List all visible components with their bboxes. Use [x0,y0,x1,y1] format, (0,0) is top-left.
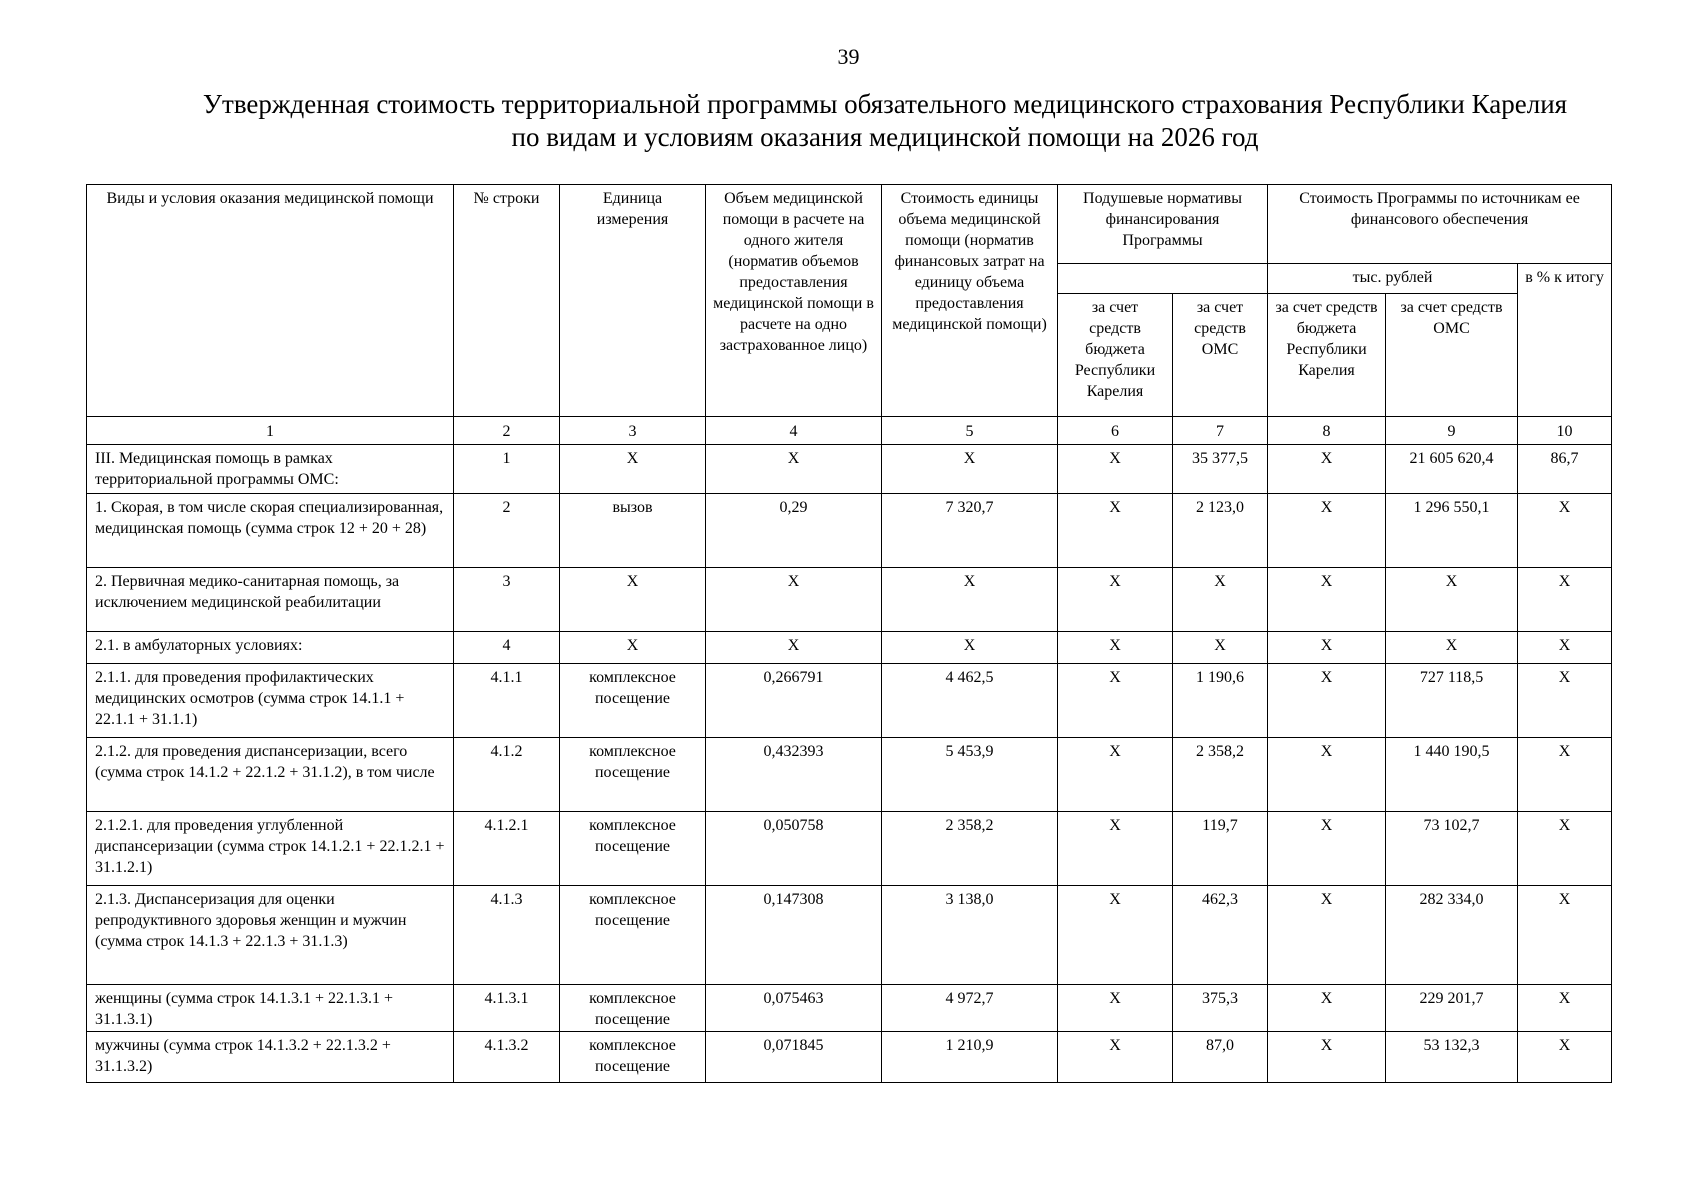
row-percent-cell: 86,7 [1518,445,1612,494]
row-line-number-cell: 3 [454,568,560,632]
table-row [87,632,1612,664]
row-unit-cell: комплексное посещение [560,1032,706,1083]
row-cost-budget-cell: X [1268,632,1386,664]
row-per-capita-oms-cell: 375,3 [1173,985,1268,1032]
row-cost-oms-cell: 53 132,3 [1386,1032,1518,1083]
row-per-capita-budget-cell: X [1058,664,1173,738]
row-per-capita-oms-cell: 35 377,5 [1173,445,1268,494]
row-percent-cell: X [1518,664,1612,738]
row-volume-cell: 0,071845 [706,1032,882,1083]
column-number: 6 [1058,417,1173,445]
row-name-cell: 2.1.2.1. для проведения углубленной диспансеризации (сумма строк 14.1.2.1 + 22.1.2.1 + 31.1.2.1) [87,812,454,886]
header-pc-oms: за счет средств ОМС [1173,294,1268,417]
row-percent-cell: X [1518,494,1612,568]
header-unit: Единица измерения [560,185,706,417]
row-name-cell: 2.1.3. Диспансеризация для оценки репродуктивного здоровья женщин и мужчин (сумма строк 14.1.3 + 22.1.3 + 31.1.3) [87,886,454,985]
row-cost-oms-cell: 1 440 190,5 [1386,738,1518,812]
row-cost-budget-cell: X [1268,812,1386,886]
row-unit-cell: X [560,632,706,664]
row-name-cell: мужчины (сумма строк 14.1.3.2 + 22.1.3.2 + 31.1.3.2) [87,1032,454,1083]
header-volume: Объем медицинской помощи в расчете на одного жителя (норматив объемов предоставления медицинской помощи в расчете на одно застрахованное лицо) [706,185,882,417]
header-cost-budget: за счет средств бюджета Республики Карелия [1268,294,1386,417]
row-name-cell: 1. Скорая, в том числе скорая специализированная, медицинская помощь (сумма строк 12 + 20 + 28) [87,494,454,568]
row-percent-cell: X [1518,568,1612,632]
row-name-cell: 2.1.1. для проведения профилактических медицинских осмотров (сумма строк 14.1.1 + 22.1.1 + 31.1.1) [87,664,454,738]
row-name-cell: женщины (сумма строк 14.1.3.1 + 22.1.3.1 + 31.1.3.1) [87,985,454,1032]
column-number: 4 [706,417,882,445]
document-title [120,88,1650,154]
row-unit-cell: комплексное посещение [560,664,706,738]
row-cost-budget-cell: X [1268,886,1386,985]
row-per-capita-budget-cell: X [1058,568,1173,632]
row-cost-oms-cell: 73 102,7 [1386,812,1518,886]
column-number-row [87,417,1612,445]
row-cost-budget-cell: X [1268,568,1386,632]
column-number: 5 [882,417,1058,445]
table-row [87,445,1612,494]
row-per-capita-oms-cell: 119,7 [1173,812,1268,886]
header-per-capita-empty [1058,264,1268,294]
column-number: 8 [1268,417,1386,445]
table-row [87,812,1612,886]
row-unit-cell: комплексное посещение [560,886,706,985]
header-row-1 [87,185,1612,264]
row-line-number-cell: 4.1.3.2 [454,1032,560,1083]
row-cost-oms-cell: 727 118,5 [1386,664,1518,738]
row-cost-oms-cell: 1 296 550,1 [1386,494,1518,568]
row-per-capita-budget-cell: X [1058,886,1173,985]
row-line-number-cell: 4.1.2.1 [454,812,560,886]
row-cost-budget-cell: X [1268,738,1386,812]
row-unit-cost-cell: X [882,632,1058,664]
row-unit-cell: X [560,568,706,632]
row-cost-oms-cell: 21 605 620,4 [1386,445,1518,494]
header-program-cost-group: Стоимость Программы по источникам ее финансового обеспечения [1268,185,1612,264]
row-per-capita-oms-cell: 2 123,0 [1173,494,1268,568]
title-line-2: по видам и условиям оказания медицинской помощи на 2026 год [511,122,1259,152]
column-number: 7 [1173,417,1268,445]
header-cost-oms: за счет средств ОМС [1386,294,1518,417]
row-per-capita-oms-cell: 462,3 [1173,886,1268,985]
row-unit-cell: комплексное посещение [560,985,706,1032]
table-row [87,886,1612,985]
row-volume-cell: 0,147308 [706,886,882,985]
row-line-number-cell: 4 [454,632,560,664]
row-cost-budget-cell: X [1268,664,1386,738]
row-line-number-cell: 1 [454,445,560,494]
row-volume-cell: X [706,632,882,664]
row-unit-cost-cell: 2 358,2 [882,812,1058,886]
row-per-capita-budget-cell: X [1058,445,1173,494]
row-unit-cost-cell: 4 462,5 [882,664,1058,738]
row-unit-cost-cell: 7 320,7 [882,494,1058,568]
header-percent-total: в % к итогу [1518,264,1612,417]
row-name-cell: III. Медицинская помощь в рамках территориальной программы ОМС: [87,445,454,494]
row-percent-cell: X [1518,812,1612,886]
row-per-capita-oms-cell: 2 358,2 [1173,738,1268,812]
column-number: 3 [560,417,706,445]
row-cost-budget-cell: X [1268,494,1386,568]
row-name-cell: 2.1. в амбулаторных условиях: [87,632,454,664]
row-per-capita-budget-cell: X [1058,632,1173,664]
header-care-types: Виды и условия оказания медицинской помощи [87,185,454,417]
row-cost-oms-cell: 282 334,0 [1386,886,1518,985]
row-cost-oms-cell: X [1386,568,1518,632]
title-line-1: Утвержденная стоимость территориальной программы обязательного медицинского страхования Республики Карелия [202,89,1568,119]
row-volume-cell: X [706,568,882,632]
row-per-capita-budget-cell: X [1058,985,1173,1032]
program-cost-table [86,184,1612,1083]
row-volume-cell: 0,050758 [706,812,882,886]
row-per-capita-budget-cell: X [1058,494,1173,568]
row-line-number-cell: 4.1.3 [454,886,560,985]
row-percent-cell: X [1518,886,1612,985]
row-unit-cell: вызов [560,494,706,568]
row-percent-cell: X [1518,632,1612,664]
row-cost-oms-cell: 229 201,7 [1386,985,1518,1032]
row-unit-cost-cell: 1 210,9 [882,1032,1058,1083]
header-pc-budget: за счет средств бюджета Республики Карелия [1058,294,1173,417]
header-unit-cost: Стоимость единицы объема медицинской помощи (норматив финансовых затрат на единицу объема предоставления медицинской помощи) [882,185,1058,417]
table-row [87,738,1612,812]
row-volume-cell: 0,432393 [706,738,882,812]
row-per-capita-oms-cell: X [1173,632,1268,664]
page-number: 39 [837,44,860,69]
column-number: 1 [87,417,454,445]
row-volume-cell: 0,266791 [706,664,882,738]
row-cost-budget-cell: X [1268,445,1386,494]
table-row [87,568,1612,632]
header-per-capita-group: Подушевые нормативы финансирования Программы [1058,185,1268,264]
row-per-capita-budget-cell: X [1058,1032,1173,1083]
row-per-capita-oms-cell: X [1173,568,1268,632]
table-row [87,494,1612,568]
row-line-number-cell: 4.1.1 [454,664,560,738]
row-line-number-cell: 4.1.3.1 [454,985,560,1032]
table-row [87,664,1612,738]
row-unit-cell: комплексное посещение [560,738,706,812]
column-number: 2 [454,417,560,445]
row-unit-cell: X [560,445,706,494]
header-thousand-rub: тыс. рублей [1268,264,1518,294]
row-line-number-cell: 2 [454,494,560,568]
row-name-cell: 2. Первичная медико-санитарная помощь, за исключением медицинской реабилитации [87,568,454,632]
table-row [87,985,1612,1032]
row-per-capita-oms-cell: 1 190,6 [1173,664,1268,738]
row-line-number-cell: 4.1.2 [454,738,560,812]
header-line-number: № строки [454,185,560,417]
row-percent-cell: X [1518,1032,1612,1083]
row-cost-oms-cell: X [1386,632,1518,664]
row-unit-cost-cell: 4 972,7 [882,985,1058,1032]
row-volume-cell: X [706,445,882,494]
row-percent-cell: X [1518,738,1612,812]
column-number: 10 [1518,417,1612,445]
row-per-capita-budget-cell: X [1058,812,1173,886]
row-unit-cell: комплексное посещение [560,812,706,886]
row-unit-cost-cell: 5 453,9 [882,738,1058,812]
row-unit-cost-cell: X [882,445,1058,494]
row-unit-cost-cell: X [882,568,1058,632]
row-unit-cost-cell: 3 138,0 [882,886,1058,985]
row-volume-cell: 0,29 [706,494,882,568]
row-volume-cell: 0,075463 [706,985,882,1032]
row-cost-budget-cell: X [1268,985,1386,1032]
row-cost-budget-cell: X [1268,1032,1386,1083]
row-name-cell: 2.1.2. для проведения диспансеризации, всего (сумма строк 14.1.2 + 22.1.2 + 31.1.2), в том числе [87,738,454,812]
table-body [87,445,1612,1083]
table-row [87,1032,1612,1083]
row-per-capita-budget-cell: X [1058,738,1173,812]
column-number: 9 [1386,417,1518,445]
row-per-capita-oms-cell: 87,0 [1173,1032,1268,1083]
row-percent-cell: X [1518,985,1612,1032]
